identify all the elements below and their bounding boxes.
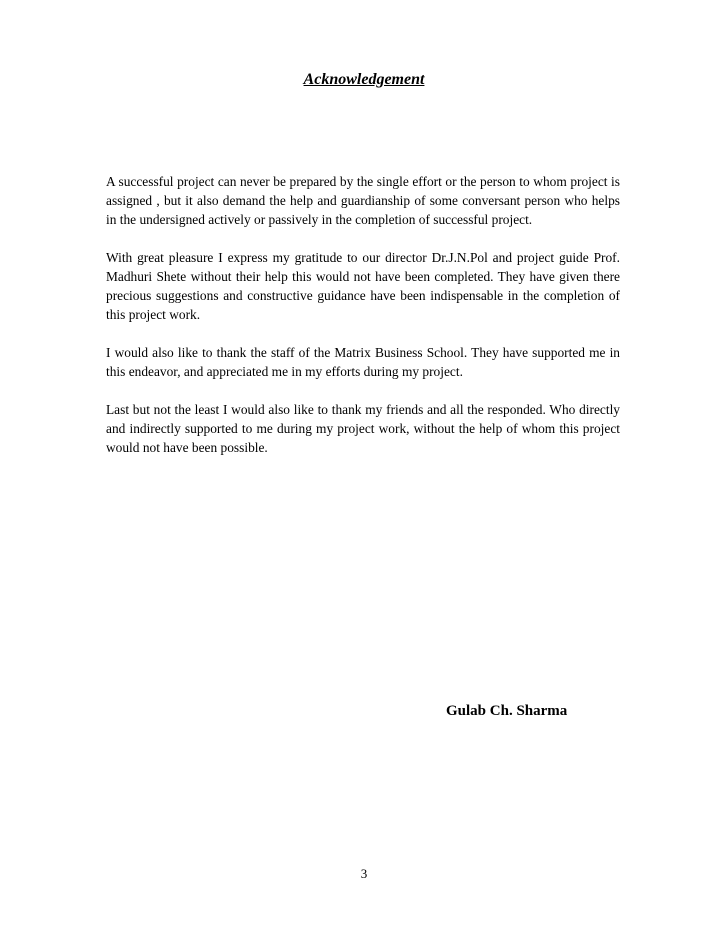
page-number: 3 (360, 866, 368, 881)
paragraph-4: Last but not the least I would also like to thank my friends and all the responded. Who directly and indirectly supported to me during my project work, without the help of whom this project would not have been possible. (106, 402, 620, 455)
acknowledgement-body (106, 172, 620, 476)
paragraph-2: With great pleasure I express my gratitude to our director Dr.J.N.Pol and project guide Prof. Madhuri Shete without their help this would not have been completed. They have given there precious suggestions and constructive guidance have been indispensable in the completion of this project work. (106, 250, 620, 322)
author-signature: Gulab Ch. Sharma (446, 703, 568, 719)
paragraph-3: I would also like to thank the staff of the Matrix Business School. They have supported me in this endeavor, and appreciated me in my efforts during my project. (106, 345, 620, 379)
paragraph-1: A successful project can never be prepared by the single effort or the person to whom project is assigned , but it also demand the help and guardianship of some conversant person who helps in the undersigned actively or passively in the completion of successful project. (106, 174, 620, 227)
page-title: Acknowledgement (303, 71, 425, 88)
